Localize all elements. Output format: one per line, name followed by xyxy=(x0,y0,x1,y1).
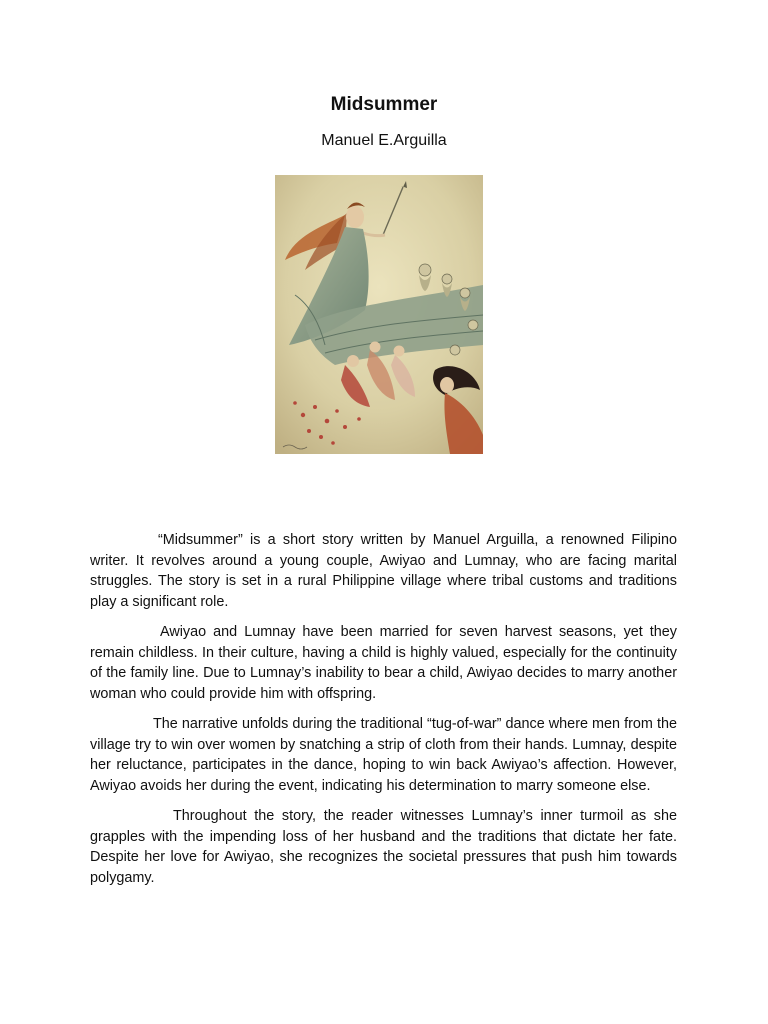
paragraph-2: Awiyao and Lumnay have been married for seven harvest seasons, yet they remain childless. In their culture, having a child is highly valued, especially for the continuity of the family line. Due to Lumnay’s inability to bear a child, Awiyao decides to marry another woman who could provide him with offspring. xyxy=(90,624,677,702)
paragraph-4: Throughout the story, the reader witnesses Lumnay’s inner turmoil as she grapples with the impending loss of her husband and the traditions that dictate her fate. Despite her love for Awiyao, she recognizes the societal pressures that push him towards polygamy. xyxy=(90,808,677,886)
paragraph-1: “Midsummer” is a short story written by Manuel Arguilla, a renowned Filipino writer. It revolves around a young couple, Awiyao and Lumnay, who are facing marital struggles. The story is set in a rural Philippine village where tribal customs and traditions play a significant role. xyxy=(90,532,677,610)
document-author: Manuel E.Arguilla xyxy=(321,132,447,149)
document-title: Midsummer xyxy=(330,94,438,115)
story-summary xyxy=(90,530,677,898)
paragraph-3: The narrative unfolds during the traditional “tug-of-war” dance where men from the village try to win over women by snatching a strip of cloth from their hands. Lumnay, despite her reluctance, participates in the dance, hoping to win back Awiyao’s affection. However, Awiyao avoids her during the event, indicating his determination to marry someone else. xyxy=(90,716,677,794)
fairy-queen-illustration xyxy=(275,175,483,454)
